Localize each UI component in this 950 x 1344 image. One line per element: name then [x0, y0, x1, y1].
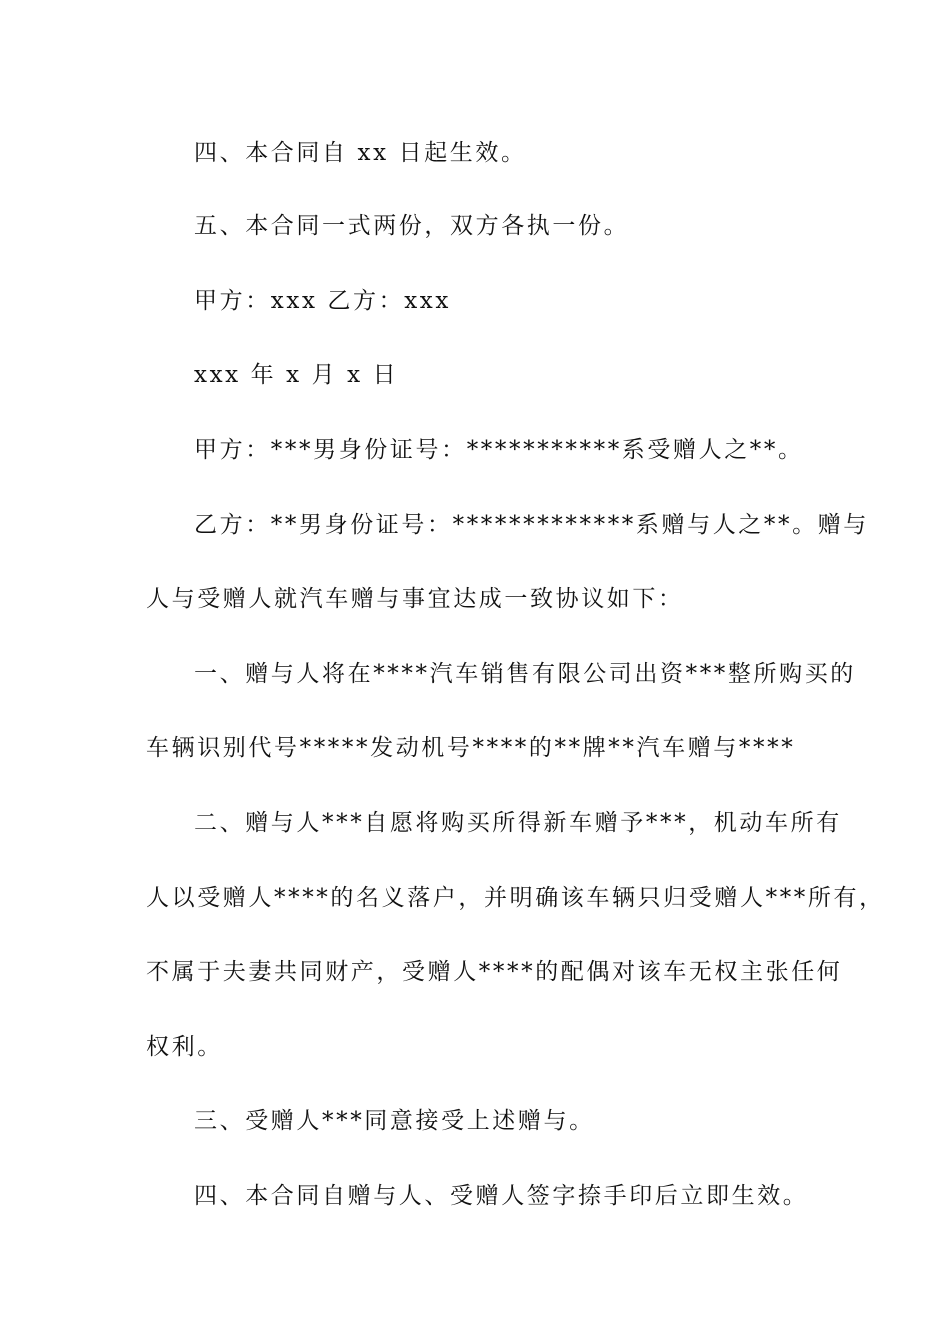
date-line: xxx 年 x 月 x 日 — [194, 362, 399, 388]
party-b-line: 乙方：**男身份证号：*************系赠与人之**。赠与 — [194, 512, 869, 538]
clause-one-line-2: 车辆识别代号*****发动机号****的**牌**汽车赠与**** — [146, 735, 796, 761]
clause-two-line-4: 权利。 — [146, 1034, 223, 1060]
clause-four-effective-date: 四、本合同自 xx 日起生效。 — [194, 140, 527, 166]
clause-one-line-1: 一、赠与人将在****汽车销售有限公司出资***整所购买的 — [194, 661, 856, 687]
party-a-line: 甲方：***男身份证号：***********系受赠人之**。 — [194, 437, 804, 463]
agreement-intro-line: 人与受赠人就汽车赠与事宜达成一致协议如下： — [146, 586, 684, 612]
clause-five-copies: 五、本合同一式两份，双方各执一份。 — [194, 213, 630, 239]
signatories-line: 甲方：xxx 乙方：xxx — [194, 288, 451, 314]
clause-two-line-1: 二、赠与人***自愿将购买所得新车赠予***，机动车所有 — [194, 810, 842, 836]
clause-two-line-2: 人以受赠人****的名义落户，并明确该车辆只归受赠人***所有， — [146, 885, 885, 911]
clause-four-signature-line: 四、本合同自赠与人、受赠人签字捺手印后立即生效。 — [194, 1183, 809, 1209]
clause-two-line-3: 不属于夫妻共同财产，受赠人****的配偶对该车无权主张任何 — [146, 959, 843, 985]
clause-three-line: 三、受赠人***同意接受上述赠与。 — [194, 1108, 595, 1134]
